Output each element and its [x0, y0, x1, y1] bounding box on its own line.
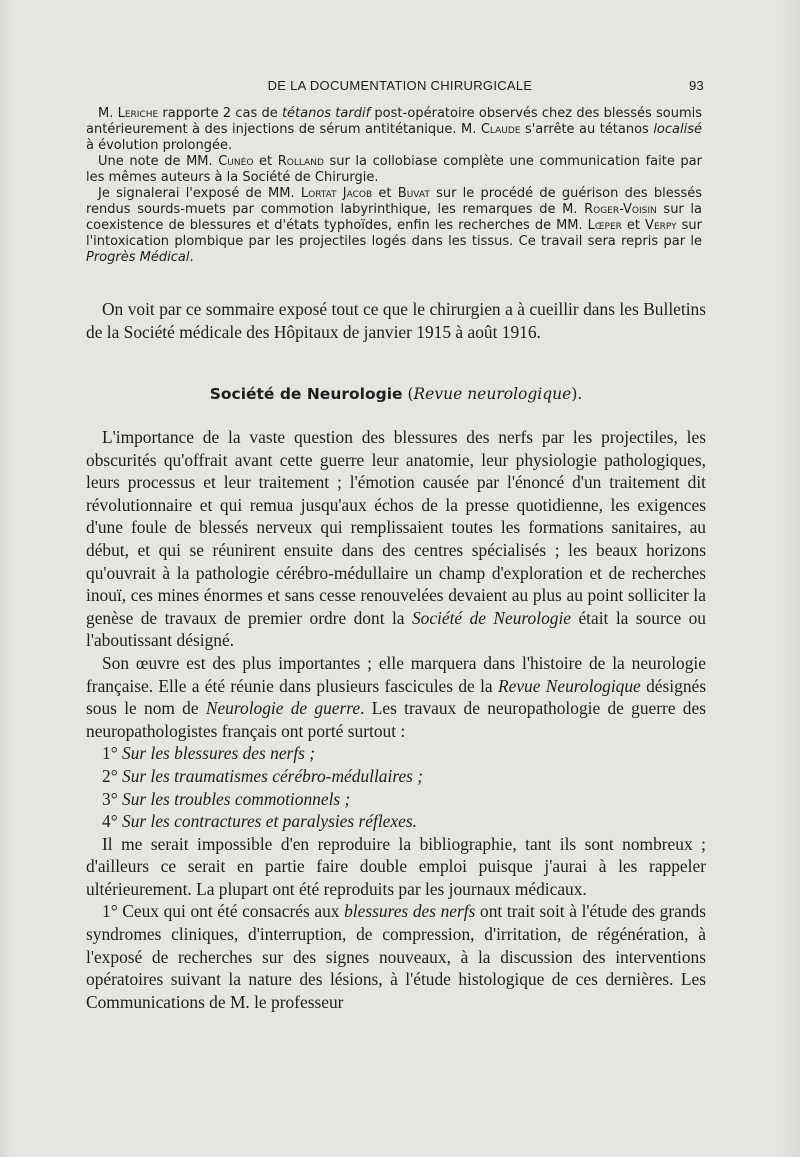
summary-block [86, 298, 706, 343]
author-name: Rolland [277, 154, 324, 169]
body-text [86, 426, 706, 1013]
text-run: sur le procédé de guérison des blessés rendus sourds-muets par commotion labyrinthique, les remarques de M. [86, 186, 703, 217]
journal-title: Progrès Médical [86, 250, 190, 265]
list-number: 1° [102, 743, 122, 764]
author-name: Verpy [645, 218, 677, 233]
author-name: Roger-Voisin [584, 202, 657, 217]
italic-term: Société de Neurologie [411, 607, 572, 628]
text-run: était la source ou l'aboutissant désigné. [86, 607, 706, 651]
list-number: 4° [102, 811, 122, 832]
text-run: . [189, 250, 194, 265]
text-run: et [621, 218, 646, 233]
text-run: ont trait soit à l'étude des grands syndromes cliniques, d'interruption, de compression, d'irritation, de régénération, à l'exposé de recherches sur des signes nouveaux, à la discussion des interventions opératoires suivant la nature des lésions, à l'étude histologique de ces dernières. Les Communications de M. le professeur [86, 901, 706, 1012]
text-run: sur la collobiase complète une communication faite par les mêmes auteurs à la Société de Chirurgie. [86, 154, 702, 185]
author-name: Buvat [397, 186, 430, 201]
small-paragraph [86, 186, 702, 266]
author-name: Claude [480, 122, 521, 137]
body-paragraph [86, 900, 706, 1013]
small-paragraph [86, 106, 702, 154]
text-run: L'importance de la vaste question des blessures des nerfs par les projectiles, les obscurités qu'offrait avant cette guerre leur anatomie, leur physiologie pathologiques, leurs processus et leur traitement ; l'émotion causée par l'énoncé d'un traitement dit révolutionnaire et qui remua jusqu'aux échos de la presse quotidienne, les exigences d'une foule de blessés nerveux qui remplissaient toutes les formations sanitaires, au début, et qui se réunirent ensuite dans des centres spécialisés ; les beaux horizons qu'ouvrait à la pathologie cérébro-médullaire un champ d'exploration et de recherches inouï, ces mines énormes et sans cesse renouvelées devaient au plus au point solliciter la genèse de travaux de premier ordre dont la [86, 427, 706, 628]
author-name: Lœper [587, 218, 622, 233]
author-name: Lortat Jacob [300, 186, 373, 201]
list-number: 3° [102, 788, 122, 809]
text-run: s'arrête au tétanos [520, 122, 654, 137]
text-run: à évolution prolongée. [86, 138, 233, 153]
text-run: 1° Ceux qui ont été consacrés aux [102, 901, 345, 922]
list-item [86, 765, 706, 788]
list-text: Sur les contractures et paralysies réflexes. [122, 811, 417, 832]
list-number: 2° [102, 765, 122, 786]
list-text: Sur les troubles commotionnels ; [122, 788, 351, 809]
section-heading [86, 385, 706, 403]
text-run: et [253, 154, 278, 169]
body-paragraph: Il me serait impossible d'en reproduire la bibliographie, tant ils sont nombreux ; d'ailleurs ce serait en partie faire double emploi puisque j'aurai à les rappeler ultérieurement. La plupart ont été reproduits par les journaux médicaux. [86, 833, 706, 899]
text-run: désignés sous le nom de [86, 675, 706, 719]
text-run: . Les travaux de neuropathologie de guerre des neuropathologistes français ont porté surtout : [86, 698, 706, 741]
list-text: Sur les blessures des nerfs ; [122, 743, 316, 764]
author-name: Cunéo [218, 154, 254, 169]
section-heading-journal: Revue neurologique [413, 385, 572, 403]
summary-paragraph: On voit par ce sommaire exposé tout ce que le chirurgien a à cueillir dans les Bulletins de la Société médicale des Hôpitaux de janvier 1915 à août 1916. [86, 299, 706, 342]
text-run: Son œuvre est des plus importantes ; elle marquera dans l'histoire de la neurologie française. Elle a été réunie dans plusieurs fascicules de la [86, 652, 706, 696]
body-paragraph [86, 426, 706, 652]
italic-term: Revue Neurologique [497, 675, 641, 696]
running-title: DE LA DOCUMENTATION CHIRURGICALE [267, 78, 533, 93]
list-item [86, 810, 706, 833]
running-header [0, 78, 800, 98]
list-text: Sur les traumatismes cérébro-médullaires ; [122, 765, 424, 786]
italic-term: tétanos tardif [281, 106, 371, 121]
small-paragraph [86, 154, 702, 186]
section-heading-name: Société de Neurologie [209, 385, 403, 403]
text-run: Une note de MM. [98, 154, 219, 169]
text-run: ). [571, 385, 583, 403]
text-run: Je signalerai l'exposé de MM. [98, 186, 301, 201]
text-run: et [372, 186, 398, 201]
body-paragraph [86, 652, 706, 742]
italic-term: localisé [653, 122, 702, 137]
text-run: post-opératoire observés chez des blessés soumis antérieurement à des injections de sérum antitétanique. M. [86, 106, 703, 137]
author-name: Leriche [117, 106, 159, 121]
italic-term: Neurologie de guerre [205, 698, 361, 719]
list-item [86, 742, 706, 765]
text-run: rapporte 2 cas de [158, 106, 282, 121]
list-item [86, 788, 706, 811]
text-run: sur la coexistence de blessures et d'états typhoïdes, enfin les recherches de MM. [86, 202, 702, 233]
text-run: sur l'intoxication plombique par les projectiles logés dans les tissus. Ce travail sera repris par le [86, 218, 702, 249]
italic-term: blessures des nerfs [344, 901, 476, 922]
small-print-block [86, 106, 702, 266]
page-number: 93 [688, 78, 704, 93]
text-run: ( [402, 385, 414, 403]
text-run: M. [98, 106, 118, 121]
